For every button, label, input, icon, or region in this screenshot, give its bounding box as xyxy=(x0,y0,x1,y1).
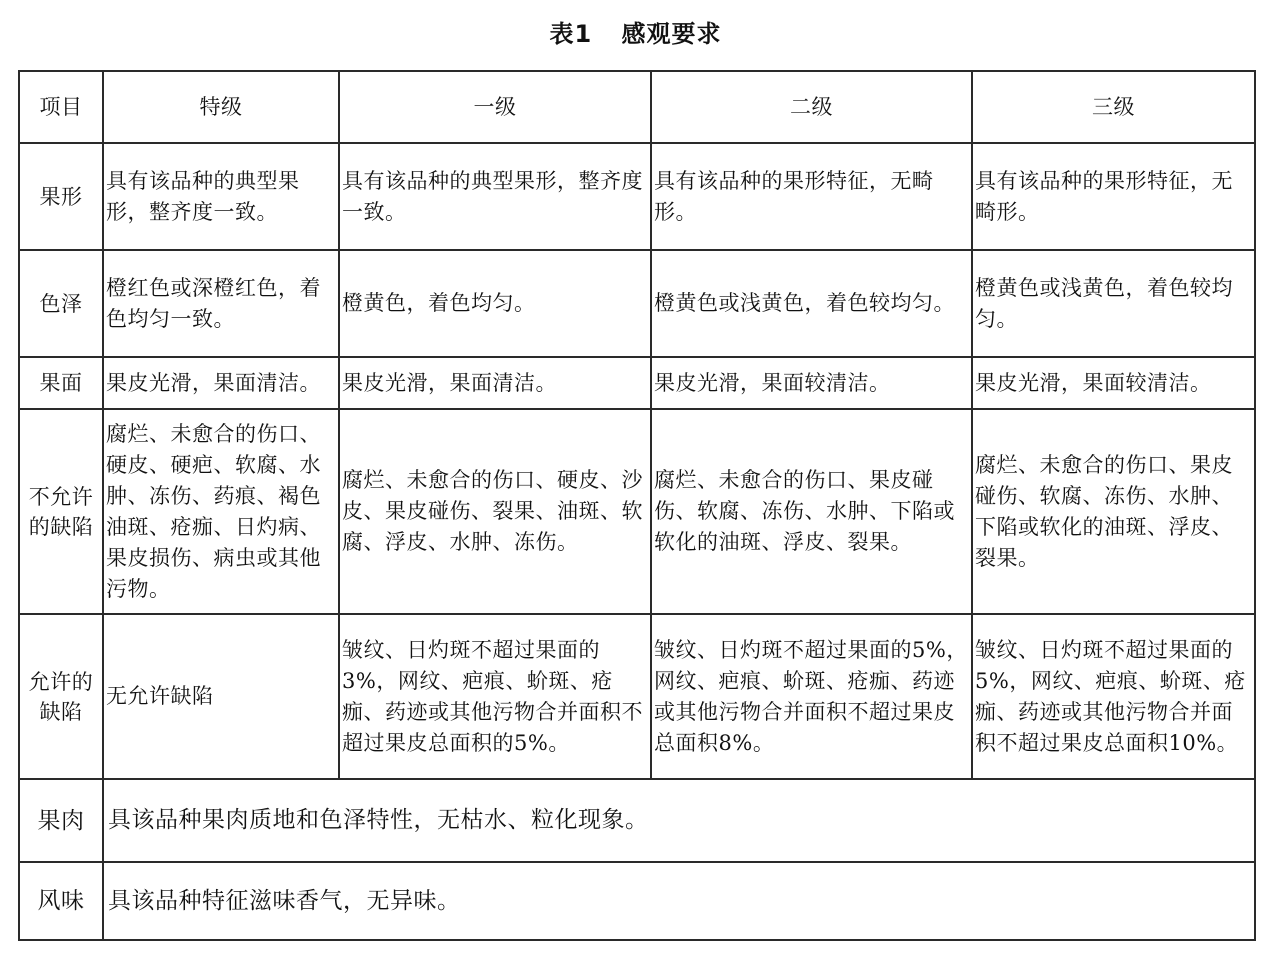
table-row-surface xyxy=(19,357,1255,409)
cell-surface-grade1: 果皮光滑，果面清洁。 xyxy=(339,357,651,409)
row-label-flavor: 风味 xyxy=(19,862,103,940)
cell-allowed-grade2: 皱纹、日灼斑不超过果面的5%，网纹、疤痕、蚧斑、疮痂、药迹或其他污物合并面积不超过果皮总面积8%。 xyxy=(651,614,972,779)
table-row-allowed-defects xyxy=(19,614,1255,779)
cell-allowed-special: 无允许缺陷 xyxy=(103,614,339,779)
cell-allowed-grade3: 皱纹、日灼斑不超过果面的5%，网纹、疤痕、蚧斑、疮痂、药迹或其他污物合并面积不超过果皮总面积10%。 xyxy=(972,614,1255,779)
cell-color-grade3: 橙黄色或浅黄色，着色较均匀。 xyxy=(972,250,1255,357)
header-item: 项目 xyxy=(19,71,103,143)
sensory-requirements-table xyxy=(18,70,1256,941)
table-row-flesh xyxy=(19,779,1255,862)
cell-not-allowed-special: 腐烂、未愈合的伤口、硬皮、硬疤、软腐、水肿、冻伤、药痕、褐色油斑、疮痂、日灼病、果皮损伤、病虫或其他污物。 xyxy=(103,409,339,614)
header-grade-2: 二级 xyxy=(651,71,972,143)
header-special-grade: 特级 xyxy=(103,71,339,143)
row-label-not-allowed-defects: 不允许的缺陷 xyxy=(19,409,103,614)
row-label-shape: 果形 xyxy=(19,143,103,250)
cell-surface-grade3: 果皮光滑，果面较清洁。 xyxy=(972,357,1255,409)
table-caption: 感观要求 xyxy=(621,20,722,48)
table-row-shape xyxy=(19,143,1255,250)
row-label-color: 色泽 xyxy=(19,250,103,357)
cell-color-grade1: 橙黄色，着色均匀。 xyxy=(339,250,651,357)
header-grade-1: 一级 xyxy=(339,71,651,143)
row-label-flesh: 果肉 xyxy=(19,779,103,862)
cell-shape-grade1: 具有该品种的典型果形，整齐度一致。 xyxy=(339,143,651,250)
cell-allowed-grade1: 皱纹、日灼斑不超过果面的3%，网纹、疤痕、蚧斑、疮痂、药迹或其他污物合并面积不超过果皮总面积的5%。 xyxy=(339,614,651,779)
table-row-flavor xyxy=(19,862,1255,940)
cell-not-allowed-grade1: 腐烂、未愈合的伤口、硬皮、沙皮、果皮碰伤、裂果、油斑、软腐、浮皮、水肿、冻伤。 xyxy=(339,409,651,614)
cell-shape-grade3: 具有该品种的果形特征，无畸形。 xyxy=(972,143,1255,250)
cell-not-allowed-grade2: 腐烂、未愈合的伤口、果皮碰伤、软腐、冻伤、水肿、下陷或软化的油斑、浮皮、裂果。 xyxy=(651,409,972,614)
cell-shape-grade2: 具有该品种的果形特征，无畸形。 xyxy=(651,143,972,250)
table-title xyxy=(0,14,1271,49)
table-row-color xyxy=(19,250,1255,357)
cell-not-allowed-grade3: 腐烂、未愈合的伤口、果皮碰伤、软腐、冻伤、水肿、下陷或软化的油斑、浮皮、裂果。 xyxy=(972,409,1255,614)
cell-surface-grade2: 果皮光滑，果面较清洁。 xyxy=(651,357,972,409)
cell-color-grade2: 橙黄色或浅黄色，着色较均匀。 xyxy=(651,250,972,357)
cell-flavor: 具该品种特征滋味香气，无异味。 xyxy=(103,862,1255,940)
cell-surface-special: 果皮光滑，果面清洁。 xyxy=(103,357,339,409)
table-row-not-allowed-defects xyxy=(19,409,1255,614)
cell-color-special: 橙红色或深橙红色，着色均匀一致。 xyxy=(103,250,339,357)
cell-flesh: 具该品种果肉质地和色泽特性，无枯水、粒化现象。 xyxy=(103,779,1255,862)
header-row xyxy=(19,71,1255,143)
table-number: 表1 xyxy=(549,20,593,48)
row-label-allowed-defects: 允许的缺陷 xyxy=(19,614,103,779)
cell-shape-special: 具有该品种的典型果形，整齐度一致。 xyxy=(103,143,339,250)
row-label-surface: 果面 xyxy=(19,357,103,409)
header-grade-3: 三级 xyxy=(972,71,1255,143)
